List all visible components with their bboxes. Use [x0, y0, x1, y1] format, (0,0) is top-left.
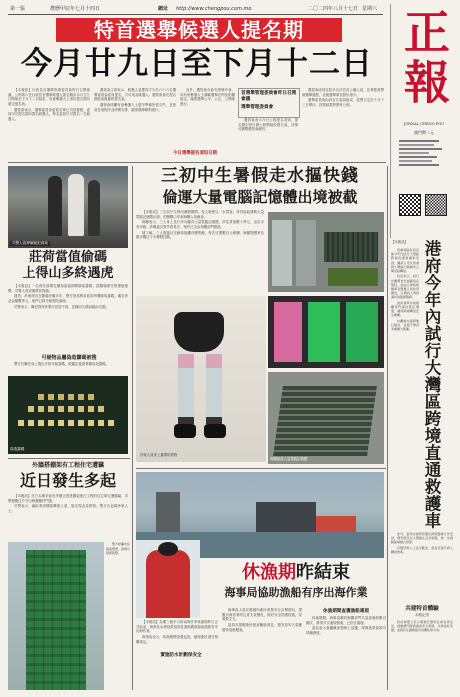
story4-body: 【本報訊】近日本澳多區有外牆正搭建棚架進行工程的住宅單位遭爆竊，司警提醒住戶外出時應關好門窗。 司警表示，竊匪利用棚架攀爬入屋，盜走現金及財物，警方正追緝涉案人士。	[8, 494, 128, 513]
photo-students-legs	[136, 296, 266, 462]
story2-headline: 三初中生暑假走水摳快錢	[161, 166, 359, 186]
lead-body-col-5: 選管會成員包括多名法官及公職人員，負責監督整個選舉過程，並就選舉事宜發出指引。 選舉委員會由四百名委員組成，投票日定於十月十三日舉行，投票結果將即時公佈。	[302, 88, 384, 107]
photo-fake-chips	[8, 376, 128, 454]
story5-body-1: 【本報訊】為期三個半月的南海伏季休漁期昨日正式結束，海事及水務局派員到各漁船碼頭協助漁船有序出海作業。 海事局表示，休漁期間加強巡查，確保漁民遵守相關規定。	[136, 620, 218, 644]
lead-body-col-4: 選管會表示今日公佈提名須知，提名期內每日辦公時間接收提名表，詳情可瀏覽選管會網頁。	[238, 118, 298, 132]
right-sub-label: 本報記者	[414, 613, 430, 617]
story3-sub: 可疑物品屬偽造籌碼被搜	[41, 355, 97, 361]
lead-col-title: 選舉管理委員會	[241, 105, 274, 110]
story2-subhead: 倫運大量電腦記憶體出境被截	[162, 188, 358, 206]
price-label: 澳門幣二元	[414, 130, 434, 135]
col-divider-right	[387, 166, 388, 690]
logo-block	[390, 4, 455, 238]
story5-headline-red: 休漁期	[242, 562, 296, 583]
right-story-headline: 港府今年內試行大灣區跨境直通救護車	[422, 240, 441, 529]
story4-headline: 近日發生多起	[19, 471, 116, 490]
story5-body-2: 海事局人員在碼頭向漁民派發安全宣傳資料，提醒出海作業時注意天氣變化，做好安全防護措施，穿著救生衣。 當局亦提醒漁民留意颱風消息，遇有惡劣天氣應盡快返港避風。	[222, 608, 302, 632]
section-label: 第一張	[10, 6, 26, 12]
story5-subhead: 海事局協助漁船有序出海作業	[224, 586, 368, 599]
story5-headline-black: 昨結束	[296, 562, 350, 583]
mid-divider	[136, 468, 386, 469]
right-story-body-1: 香港特區政府宣佈今年內試行大灣區跨境直通救護車安排，讓病人可在香港與大灣區內地城市之間直接轉送。 政府表示，試行計劃將首先涵蓋指定醫院，並由合資格救護車及醫護人員負責護送，以便病人得到適切的醫療服務。 當局會與內地相關部門保持緊密溝通，確保跨境轉送安全順暢。 計劃推出後將進行檢討，並視乎情況考慮擴大範圍。	[391, 248, 419, 332]
right-sub-title: 共建特首體驗	[405, 606, 439, 612]
masthead-strip	[8, 4, 383, 15]
story3-headline: 上得山多終遇虎	[22, 266, 114, 281]
qr-code-1[interactable]	[399, 194, 421, 216]
website-url[interactable]: http://www.chengpou.com.mo	[176, 6, 252, 12]
photo-seized-goods	[268, 372, 384, 464]
story4-kicker: 外牆搭棚架有工程住宅遭竊	[31, 462, 104, 469]
lead-headline: 今月廿九日至下月十二日	[21, 46, 373, 82]
photo-xray-scan	[268, 296, 384, 368]
lead-sub-box	[238, 88, 300, 118]
logo-english: JORNAL CHENG POU	[403, 122, 445, 126]
lead-body-col-2: 選管會主席表示，候選人須獲得不少於六十六名選舉委員會委員提名，方可成為候選人。選管會會於提名期結束後審核提名表。 選管會呼籲有意參選人士盡早準備所需文件，並留意各項程序及時間安排，確保選舉順利進行。	[94, 88, 176, 112]
story5-headline	[206, 562, 386, 584]
lead-banner-text: 特首選舉候選人提名期	[94, 18, 304, 42]
caption-arrest: 司警人員押解疑犯到案	[12, 241, 48, 245]
left-divider-1	[8, 458, 130, 459]
story4-body-2: 警方呼籲市民提高警覺，發現可疑即報警。	[106, 542, 130, 556]
issue-date: 二〇二四年八月十七日	[308, 6, 359, 12]
photo-casino-arrest	[8, 166, 128, 248]
right-story-label: 【本報訊】	[391, 240, 408, 244]
caption-seized: 海關檢獲大量電腦記憶體	[270, 457, 308, 461]
right-story-body-2: 此外，當局亦會研究優化跨境醫療合作安排，便利居民在大灣區生活及就醫，進一步推動區域融合發展。 有醫學界人士表示歡迎，認為可提升病人轉送效率。	[391, 532, 453, 554]
story3-kicker: 莊荷當值偷碼	[28, 250, 107, 265]
masthead-logo: 正報	[397, 8, 451, 108]
story5-sub3: 實施防水計劃保安全	[160, 653, 202, 658]
caption-chips: 偽造籌碼	[10, 447, 25, 451]
right-sub-body: 特首參選人表示將廣泛聽取社會各界意見，推動澳門經濟適度多元發展，共建美好家園，並就民生議題提出具體政策方向。	[391, 620, 453, 633]
photo-memory-goods	[268, 212, 384, 292]
lead-divider	[8, 162, 386, 163]
website-label: 網址	[158, 6, 169, 12]
lead-body-col-3: 此外，選管會亦會安排簡介會，向有意參選人士講解選舉法例及相關規定，確保選舉公平、公正、公開地進行。	[180, 88, 235, 106]
lead-sub-box-title: 首選舉管理委員會昨日召開會議	[241, 91, 297, 102]
story5-body-3: 休漁期間，海事局聯同相關部門共巡查漁船數百艘次，發現多宗違規個案，已依法處理。 當局表示會繼續加強海上巡邏，保障漁業資源可持續發展。	[306, 616, 386, 635]
caption-students: 涉案人員身上攜帶的貨物	[140, 453, 178, 457]
col-divider-left	[132, 166, 133, 690]
lead-footer-note: 今日選舉提名須知日期	[173, 151, 217, 156]
lead-banner	[56, 18, 342, 42]
weekday: 星期六	[362, 6, 378, 12]
story3-body-2: 警方於嫌犯身上搜出多枚可疑籌碼，經鑑定後證實屬偽造籌碼。	[14, 362, 109, 366]
story2-body-1: 【本報訊】三名初中生利用暑假期間，受人唆使以「水貨客」身份協助運載大量電腦記憶體出境，於關閘口岸被海關人員截查。 海關表示，三人身上及行李內藏有大量電腦記憶體，涉及貨值數十萬元，由於未有申報，涉嫌違反對外貿易法，案件已交由相關部門跟進。 據了解，三人透過社交網絡接觸有關集團，每次可獲數百元報酬。海關提醒家長應多關注子女暑假活動。	[136, 210, 264, 240]
contact-info	[399, 138, 449, 188]
qr-code-2[interactable]	[425, 194, 447, 216]
lunar-date: 農曆甲辰年七月十四日	[50, 6, 101, 12]
lead-body-col-1: 【本報訊】行政長官選舉管理委員會昨日召開會議，公佈第六任行政長官選舉候選人提名期由本月廿九日開始至下月十二日結束，有意參選人士須於提名期內遞交提名表。 選管會表示，選舉委員會委員名單已刊登憲報，委員可於提名期內提名候選人，每名委員只可提名一名候選人。	[8, 88, 90, 121]
photo-marine-officer	[136, 540, 200, 618]
story5-sub2: 休漁期間查獲漁船違規	[323, 609, 369, 614]
story3-body-1: 【本報訊】一名荷官被揭在賭枱當值期間偷取籌碼，經賭場保安察覺後報警，司警人員到場將其拘捕。 據悉，涉案荷官在賭場任職多年，警方指其利用派彩時機偷取籌碼，累計涉及金額數萬元，案件已移交檢察院處理。 司警表示，嫌犯對所涉罪行供認不諱，並稱因欠債而鋌而走險。	[8, 284, 128, 309]
photo-scaffolding	[8, 542, 104, 690]
